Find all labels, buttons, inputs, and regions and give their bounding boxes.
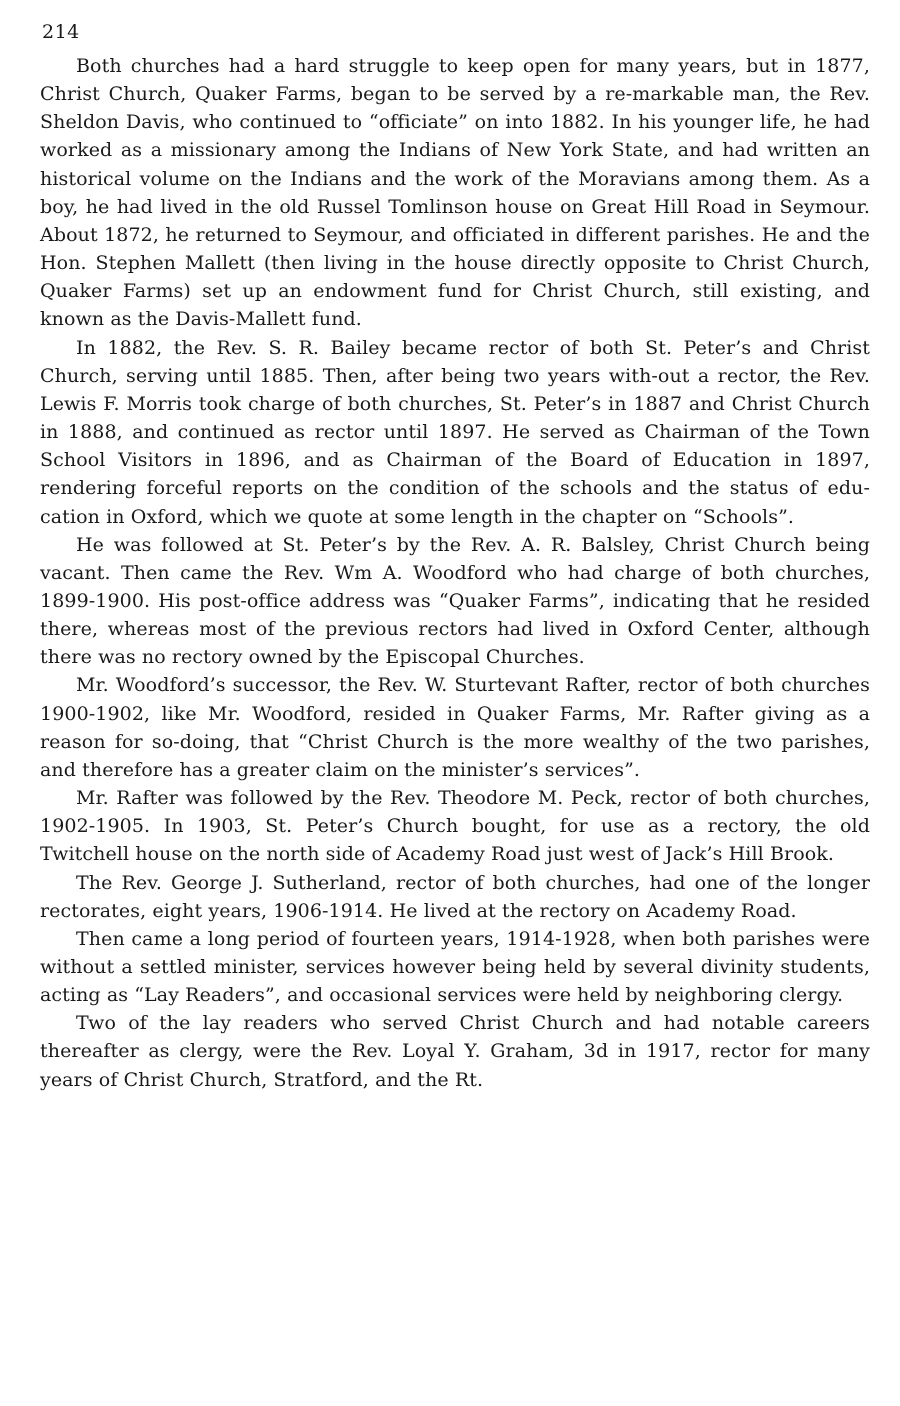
paragraph-peck: Mr. Rafter was followed by the Rev. Theodore M. Peck, rector of both churches, 1902-1905. In 1903, St. Peter’s Church bought, for use as a rectory, the old Twitchell house on the north side of Academy Road just west of Jack’s Hill Brook. [40, 787, 870, 866]
paragraph-rafter: Mr. Woodford’s successor, the Rev. W. Sturtevant Rafter, rector of both churches 1900-1902, like Mr. Woodford, resided in Quaker Farms, Mr. Rafter giving as a reason for so-doing, that “Christ Church is the more wealthy of the two parishes, and therefore has a greater claim on the minister’s services”. [40, 674, 870, 781]
paragraph-davis: Both churches had a hard struggle to keep open for many years, but in 1877, Christ Church, Quaker Farms, began to be served by a re-markable man, the Rev. Sheldon Davis, who continued to “officiate” on into 1882. In his younger life, he had worked as a missionary among the Indians of New York State, and had written an historical volume on the Indians and the work of the Moravians among them. As a boy, he had lived in the old Russel Tomlinson house on Great Hill Road in Seymour. About 1872, he returned to Seymour, and officiated in different parishes. He and the Hon. Stephen Mallett (then living in the house directly opposite to Christ Church, Quaker Farms) set up an endowment fund for Christ Church, still existing, and known as the Davis-Mallett fund. [40, 55, 870, 331]
paragraph-bailey-morris: In 1882, the Rev. S. R. Bailey became rector of both St. Peter’s and Christ Church, serving until 1885. Then, after being two years with-out a rector, the Rev. Lewis F. Morris took charge of both churches, St. Peter’s in 1887 and Christ Church in 1888, and continued as rector until 1897. He served as Chairman of the Town School Visitors in 1896, and as Chairman of the Board of Education in 1897, rendering forceful reports on the condition of the schools and the status of edu-cation in Oxford, which we quote at some length in the chapter on “Schools”. [40, 336, 870, 528]
paragraph-sutherland: The Rev. George J. Sutherland, rector of both churches, had one of the longer rectorates, eight years, 1906-1914. He lived at the rectory on Academy Road. [40, 871, 870, 922]
page-number: 214 [42, 21, 80, 43]
paragraph-lay-readers: Two of the lay readers who served Christ Church and had notable careers thereafter as clergy, were the Rev. Loyal Y. Graham, 3d in 1917, rector for many years of Christ Church, Stratford, and the Rt. [40, 1012, 870, 1091]
paragraph-balsley-woodford: He was followed at St. Peter’s by the Rev. A. R. Balsley, Christ Church being vacant. Then came the Rev. Wm A. Woodford who had charge of both churches, 1899-1900. His post-office address was “Quaker Farms”, indicating that he resided there, whereas most of the previous rectors had lived in Oxford Center, although there was no rectory owned by the Episcopal Churches. [40, 533, 870, 669]
paragraph-vacancy: Then came a long period of fourteen years, 1914-1928, when both parishes were without a settled minister, services however being held by several divinity students, acting as “Lay Readers”, and occasional services were held by neighboring clergy. [40, 927, 870, 1007]
